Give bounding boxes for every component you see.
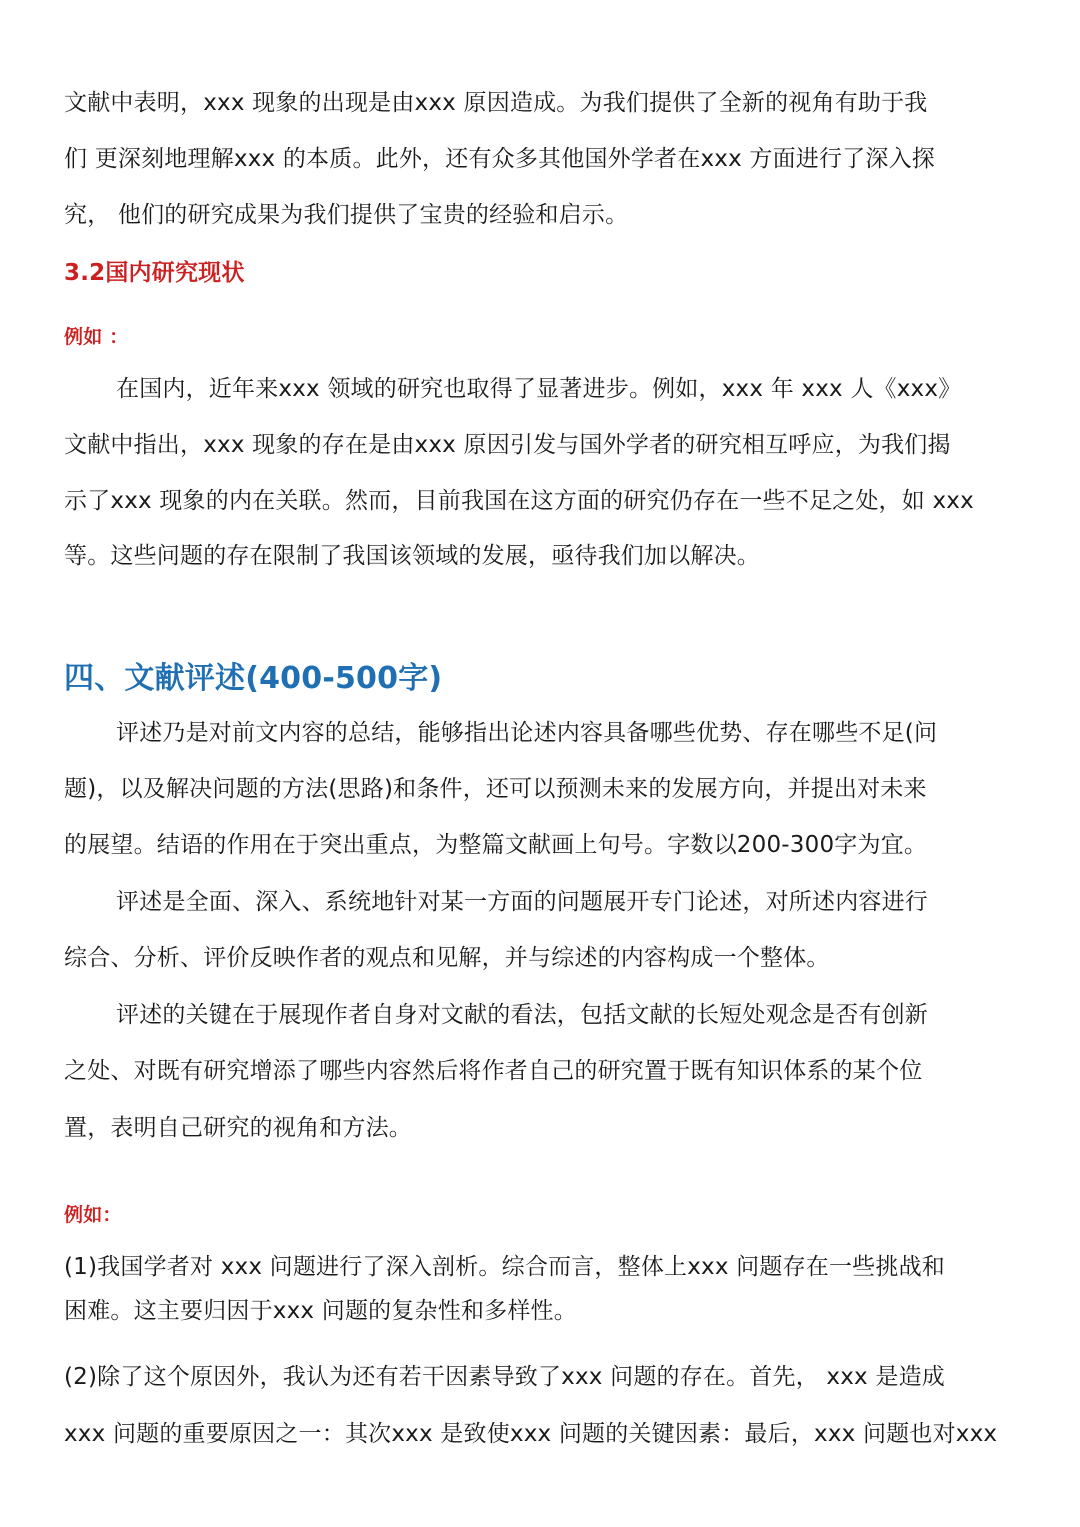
section-3-2-line-2: 文献中指出，xxx 现象的存在是由xxx 原因引发与国外学者的研究相互呼应，为我们揭 (64, 432, 951, 458)
section-3-2-heading: 3.2国内研究现状 (64, 260, 245, 286)
example-label-2: 例如： (64, 1204, 122, 1226)
section-3-2-line-1: 在国内，近年来xxx 领域的研究也取得了显著进步。例如，xxx 年 xxx 人《xxx》 (116, 376, 962, 402)
example-label-1: 例如 ： (64, 326, 129, 348)
review-para1-line-2: 题)，以及解决问题的方法(思路)和条件，还可以预测未来的发展方向，并提出对未来 (64, 776, 927, 802)
example-item-1-line-1: (1)我国学者对 xxx 问题进行了深入剖析。综合而言，整体上xxx 问题存在一些挑战和 (64, 1254, 945, 1280)
review-para3-line-2: 之处、对既有研究增添了哪些内容然后将作者自己的研究置于既有知识体系的某个位 (64, 1058, 923, 1084)
review-para2-line-2: 综合、分析、评价反映作者的观点和见解，并与综述的内容构成一个整体。 (64, 945, 830, 971)
review-para1-line-3: 的展望。结语的作用在于突出重点，为整篇文献画上句号。字数以200-300字为宜。 (64, 832, 928, 858)
intro-line-2: 们 更深刻地理解xxx 的本质。此外，还有众多其他国外学者在xxx 方面进行了深入探 (64, 146, 936, 172)
section-3-2-line-4: 等。这些问题的存在限制了我国该领域的发展，亟待我们加以解决。 (64, 543, 760, 569)
review-para3-line-1: 评述的关键在于展现作者自身对文献的看法，包括文献的长短处观念是否有创新 (116, 1002, 928, 1028)
review-para2-line-1: 评述是全面、深入、系统地针对某一方面的问题展开专门论述，对所述内容进行 (116, 889, 928, 915)
intro-line-3: 究， 他们的研究成果为我们提供了宝贵的经验和启示。 (64, 202, 629, 228)
review-para1-line-1: 评述乃是对前文内容的总结，能够指出论述内容具备哪些优势、存在哪些不足(问 (116, 720, 938, 746)
example-item-2-line-1: (2)除了这个原因外，我认为还有若干因素导致了xxx 问题的存在。首先， xxx 是造成 (64, 1364, 945, 1390)
intro-line-1: 文献中表明，xxx 现象的出现是由xxx 原因造成。为我们提供了全新的视角有助于我 (64, 90, 928, 116)
section-4-heading: 四、文献评述(400-500字) (64, 661, 443, 696)
example-item-2-line-2: xxx 问题的重要原因之一：其次xxx 是致使xxx 问题的关键因素：最后，xxx 问题也对xxx (64, 1421, 998, 1447)
example-item-1-line-2: 困难。这主要归因于xxx 问题的复杂性和多样性。 (64, 1298, 577, 1324)
review-para3-line-3: 置，表明自己研究的视角和方法。 (64, 1115, 412, 1141)
section-3-2-line-3: 示了xxx 现象的内在关联。然而，目前我国在这方面的研究仍存在一些不足之处，如 xxx (64, 488, 974, 514)
